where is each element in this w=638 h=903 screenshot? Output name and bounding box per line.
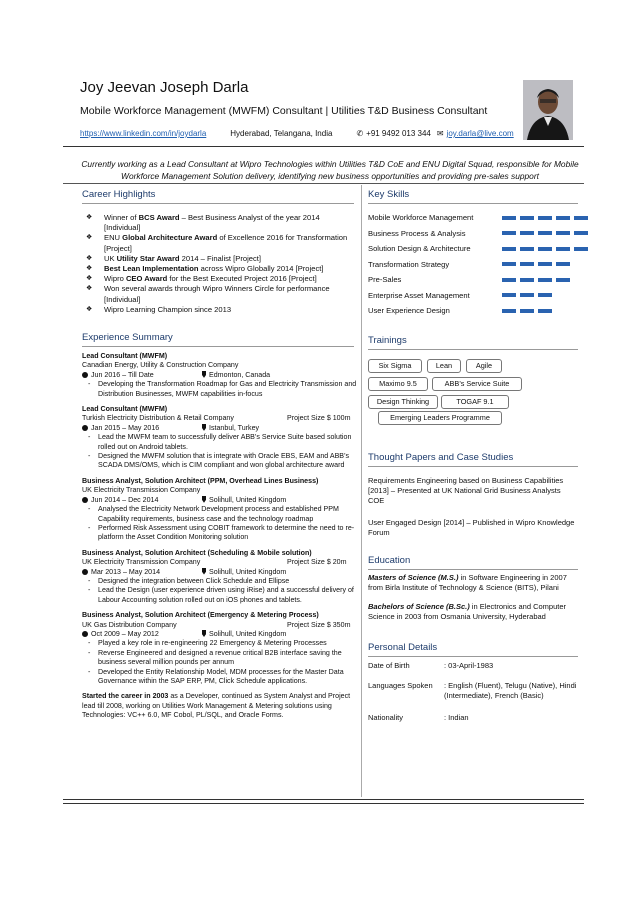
professional-title: Mobile Workforce Management (MWFM) Consultant | Utilities T&D Business Consultant (80, 105, 488, 117)
highlight-text: Wipro (104, 274, 126, 284)
job-role: Lead Consultant (MWFM) (82, 405, 168, 414)
job-responsibility: - Lead the MWFM team to successfully deliver ABB’s Service Suite based solution rolled out on Android tablets. (82, 433, 357, 452)
skill-level-segment (502, 309, 516, 313)
skill-level-segment (502, 262, 516, 266)
degree-name: Bachelors of Science (B.Sc.) (368, 602, 470, 611)
highlight-text: Won several awards through Wipro Winners Circle for performance [Individual] (104, 284, 330, 304)
job-location: Istanbul, Turkey (209, 423, 260, 432)
career-highlight-item (82, 305, 357, 315)
skill-level-bars (502, 262, 588, 266)
skill-level-segment (556, 278, 570, 282)
experience-entry (82, 405, 357, 471)
skill-label: Solution Design & Architecture (368, 244, 471, 254)
clock-icon (82, 372, 88, 378)
languages-label: Languages Spoken (368, 681, 433, 690)
highlight-text: 2014 – Finalist [Project] (179, 253, 262, 263)
company-name: UK Gas Distribution Company (82, 620, 177, 629)
skill-level-bars (502, 278, 588, 282)
email-icon: ✉ (436, 129, 444, 138)
skill-label: Transformation Strategy (368, 259, 450, 269)
company-line (82, 558, 357, 567)
profile-photo (523, 80, 573, 140)
skill-level-segment (538, 231, 552, 235)
skill-level-segment (538, 278, 552, 282)
job-dates: Jun 2016 – Till Date (91, 370, 154, 379)
award-name: CEO Award (125, 274, 168, 284)
job-location: Solihull, United Kingdom (209, 495, 287, 504)
skill-row (368, 288, 588, 304)
job-role: Business Analyst, Solution Architect (PPM, Overhead Lines Business) (82, 476, 319, 485)
skill-level-segment (556, 309, 570, 313)
skill-level-segment (574, 293, 588, 297)
languages-value: : English (Fluent), Telugu (Native), Hindi (Intermediate), French (Basic) (444, 681, 577, 700)
contact-line (80, 129, 514, 138)
job-responsibility: - Performed Risk Assessment using COBIT framework to determine the need to re-platform the Asset Condition Monitoring solution (82, 524, 357, 543)
skill-level-segment (538, 216, 552, 220)
skill-row (368, 257, 588, 273)
summary-divider (63, 183, 584, 184)
training-pill: Lean (427, 359, 461, 373)
company-line (82, 621, 357, 630)
skill-row (368, 226, 588, 242)
skill-level-segment (520, 309, 534, 313)
company-line (82, 414, 357, 423)
job-responsibility: - Played a key role in re-engineering 22 Emergency & Metering Processes (82, 639, 357, 648)
clock-icon (82, 425, 88, 431)
highlight-text: – Best Business Analyst of the year 2014 [Individual] (104, 213, 320, 233)
skill-level-segment (520, 231, 534, 235)
skill-level-segment (556, 247, 570, 251)
skill-level-segment (574, 309, 588, 313)
skill-level-segment (556, 216, 570, 220)
experience-heading: Experience Summary (82, 332, 173, 343)
career-highlights-list (82, 213, 357, 315)
skill-row (368, 241, 588, 257)
skill-level-bars (502, 216, 588, 220)
training-pill: Emerging Leaders Programme (378, 411, 502, 425)
paper-item: Requirements Engineering based on Business Capabilities [2013] – Presented at UK National Grid Business Analysts COE (368, 476, 564, 505)
date-line (82, 568, 357, 577)
key-skills-list (368, 210, 588, 319)
location-text: Hyderabad, Telangana, India (230, 129, 333, 138)
email-link[interactable]: joy.darla@live.com (446, 129, 514, 138)
clock-icon (82, 569, 88, 575)
trainings-heading: Trainings (368, 335, 407, 346)
education-item (368, 602, 578, 622)
skill-level-segment (574, 216, 588, 220)
skill-level-segment (520, 278, 534, 282)
experience-entry (82, 477, 357, 543)
career-highlight-item (82, 284, 357, 304)
highlight-text: of Excellence 2016 for Transformation [Project] (104, 233, 348, 253)
skill-level-segment (502, 231, 516, 235)
training-pill: TOGAF 9.1 (441, 395, 509, 409)
career-start-bold: Started the career in 2003 (82, 692, 169, 701)
skill-level-segment (556, 231, 570, 235)
phone-text: +91 9492 013 344 (366, 129, 431, 138)
dob-value: : 03-April-1983 (444, 661, 494, 670)
candidate-name: Joy Jeevan Joseph Darla (80, 79, 249, 96)
skill-level-segment (538, 309, 552, 313)
location-pin-icon (202, 568, 206, 575)
location-pin-icon (202, 630, 206, 637)
job-location: Solihull, United Kingdom (209, 629, 287, 638)
company-name: UK Electricity Transmission Company (82, 486, 201, 495)
summary-text: Currently working as a Lead Consultant at Wipro Technologies within Utilities T&D CoE and ENU Digital Squad, responsible for Mobile Workforce Management Solution delivery, identifying new business opportunities and providing pre-sales support (81, 159, 579, 181)
experience-entry (82, 611, 357, 686)
papers-heading: Thought Papers and Case Studies (368, 452, 514, 463)
trainings-heading-rule (368, 349, 578, 350)
skill-level-segment (502, 293, 516, 297)
education-heading: Education (368, 555, 411, 566)
highlight-text: for the Best Executed Project 2016 [Project] (167, 274, 317, 284)
education-heading-rule (368, 569, 578, 570)
company-name: Canadian Energy, Utility & Construction Company (82, 361, 239, 370)
training-pill: Maximo 9.5 (368, 377, 428, 391)
personal-heading-rule (368, 656, 578, 657)
job-role: Business Analyst, Solution Architect (Emergency & Metering Process) (82, 611, 319, 620)
skill-level-segment (520, 216, 534, 220)
skill-level-segment (502, 216, 516, 220)
skill-row (368, 272, 588, 288)
career-heading-rule (82, 203, 354, 204)
job-dates: Oct 2009 – May 2012 (91, 629, 159, 638)
skill-level-bars (502, 309, 588, 313)
job-role: Lead Consultant (MWFM) (82, 352, 168, 360)
key-skills-heading: Key Skills (368, 189, 410, 200)
job-responsibility: - Reverse Engineered and designed a revenue critical B2B interface saving the business several million pounds per annum (82, 649, 357, 668)
highlight-text: UK (104, 253, 117, 263)
company-line (82, 361, 357, 370)
personal-details-heading: Personal Details (368, 642, 438, 653)
job-responsibility: - Lead the Design (user experience driven using iRise) and a successful delivery of Labour Accounting solution rolled out on iOS phones and tablets. (82, 586, 357, 605)
skill-level-bars (502, 293, 588, 297)
company-line (82, 486, 357, 495)
skill-level-segment (556, 262, 570, 266)
education-item (368, 573, 578, 593)
skill-level-bars (502, 231, 588, 235)
footer-divider (63, 799, 584, 800)
header-divider (63, 146, 584, 147)
skill-row (368, 210, 588, 226)
job-dates: Mar 2013 – May 2014 (91, 567, 161, 576)
skill-level-segment (556, 293, 570, 297)
job-location: Edmonton, Canada (209, 370, 271, 379)
papers-heading-rule (368, 466, 578, 467)
career-start-text (82, 692, 357, 720)
skill-label: Enterprise Asset Management (368, 290, 470, 300)
career-highlight-item (82, 264, 357, 274)
location-pin-icon (202, 496, 206, 503)
degree-name: Masters of Science (M.S.) (368, 573, 459, 582)
highlight-text: Wipro Learning Champion since 2013 (104, 304, 232, 314)
location-pin-icon (202, 371, 206, 378)
degree-details: in Electronics and Computer Science in 2003 from Osmania University, Hyderabad (368, 602, 566, 621)
skill-level-segment (520, 262, 534, 266)
job-responsibility: - Analysed the Electricity Network Development process and established PPM Capability requirements, business case and the technology roadmap (82, 505, 357, 524)
career-start-rest: as a Developer, continued as System Analyst and Project lead till 2008, working on Utilities Work Management & Metering solutions using Technologies: VC++ 6.0, MF Cobol, PL/SQL, and Oracle Forms. (82, 692, 351, 720)
skill-row (368, 303, 588, 319)
career-highlights-heading: Career Highlights (82, 189, 156, 200)
phone-icon: ✆ (356, 129, 364, 138)
project-size: Project Size $ 20m (287, 558, 347, 567)
date-line (82, 424, 357, 433)
skill-label: Mobile Workforce Management (368, 213, 474, 223)
experience-heading-rule (82, 346, 354, 347)
award-name: Utility Star Award (116, 253, 180, 263)
clock-icon (82, 631, 88, 637)
nationality-label: Nationality (368, 713, 404, 722)
skill-level-segment (574, 278, 588, 282)
job-dates: Jun 2014 – Dec 2014 (91, 495, 159, 504)
project-size: Project Size $ 350m (287, 620, 351, 629)
nationality-value: : Indian (444, 713, 469, 722)
award-name: Global Architecture Award (122, 233, 218, 243)
company-name: Turkish Electricity Distribution & Retail Company (82, 414, 234, 423)
project-size: Project Size $ 100m (287, 414, 351, 423)
paper-item: User Engaged Design [2014] – Published in Wipro Knowledge Forum (368, 518, 575, 537)
skill-level-segment (574, 231, 588, 235)
career-highlight-item (82, 274, 357, 284)
training-pill: Design Thinking (368, 395, 438, 409)
highlight-text: Winner of (104, 213, 139, 222)
skill-label: Pre-Sales (368, 275, 402, 285)
skill-label: User Experience Design (368, 306, 450, 316)
company-name: UK Electricity Transmission Company (82, 558, 201, 567)
career-highlight-item (82, 213, 357, 233)
skill-label: Business Process & Analysis (368, 228, 466, 238)
skill-level-segment (502, 247, 516, 251)
skill-level-segment (538, 293, 552, 297)
linkedin-link[interactable]: https://www.linkedin.com/in/joydarla (80, 129, 207, 138)
job-responsibility: - Developed the Entity Relationship Model, MDM processes for the Master Data Governance within the SAP ERP, PM, Click Schedule applications. (82, 668, 357, 687)
skill-level-segment (538, 247, 552, 251)
award-name: Best Lean Implementation (104, 264, 199, 274)
dob-label: Date of Birth (368, 661, 410, 670)
job-dates: Jan 2015 – May 2016 (91, 423, 160, 432)
experience-entry (82, 549, 357, 605)
skill-level-bars (502, 247, 588, 251)
career-highlight-item (82, 233, 357, 253)
date-line (82, 630, 357, 639)
skill-level-segment (538, 262, 552, 266)
job-location: Solihull, United Kingdom (209, 567, 287, 576)
column-divider (361, 185, 362, 797)
highlight-text: across Wipro Globally 2014 [Project] (198, 264, 324, 274)
job-responsibility: - Developing the Transformation Roadmap for Gas and Electricity Transmission and Distribution Businesses, MWFM capabilities in-focus (82, 380, 357, 399)
location-pin-icon (202, 424, 206, 431)
experience-entry (82, 352, 357, 399)
skills-heading-rule (368, 203, 578, 204)
skill-level-segment (520, 293, 534, 297)
degree-details: in Software Engineering in 2007 from Birla Institute of Technology & Science (BITS), Pilani (368, 573, 567, 592)
job-responsibility: - Designed the integration between Click Schedule and Ellipse (82, 577, 357, 586)
skill-level-segment (574, 262, 588, 266)
career-highlight-item (82, 254, 357, 264)
skill-level-segment (520, 247, 534, 251)
training-pill: Six Sigma (368, 359, 422, 373)
skill-level-segment (574, 247, 588, 251)
job-responsibility: - Designed the MWFM solution that is integrate with Oracle EBS, EAM and ABB’s SCADA DMS/OMS, which is CIM compliant and won global architecture award (82, 452, 357, 471)
highlight-text: ENU (104, 233, 123, 243)
clock-icon (82, 497, 88, 503)
date-line (82, 371, 357, 380)
job-role: Business Analyst, Solution Architect (Scheduling & Mobile solution) (82, 548, 312, 557)
training-pill: ABB’s Service Suite (432, 377, 522, 391)
experience-list (82, 352, 357, 721)
date-line (82, 496, 357, 505)
footer-divider-2 (63, 803, 584, 804)
award-name: BCS Award (138, 213, 180, 222)
training-pill: Agile (466, 359, 502, 373)
skill-level-segment (502, 278, 516, 282)
